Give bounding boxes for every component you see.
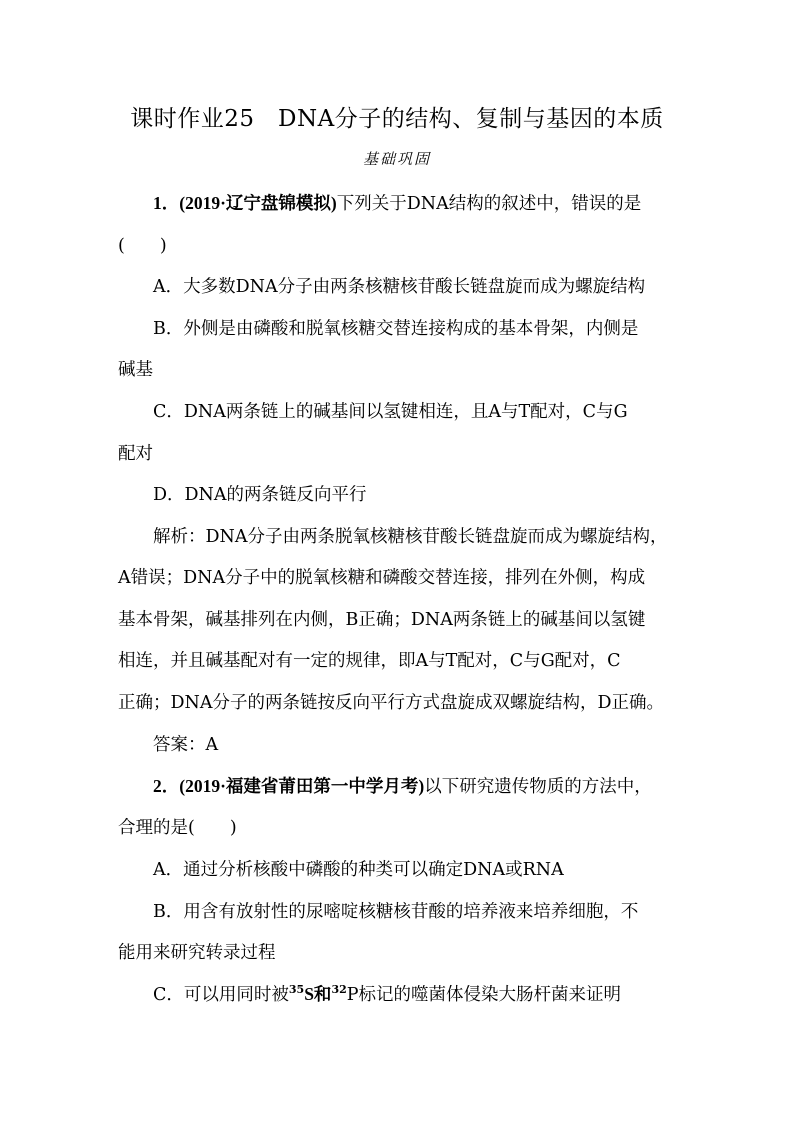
q1-answer: 答案：A [153,735,219,755]
q2-option-b-line2: 能用来研究转录过程 [118,943,276,963]
q2-stem: 以下研究遗传物质的方法中， [424,777,652,797]
q1-option-c-line1: C．DNA两条链上的碱基间以氢键相连，且A与T配对，C与G [153,402,628,422]
q1-option-d: D．DNA的两条链反向平行 [153,485,367,505]
phosphorus-mass-number: 32 [331,983,347,997]
q1-option-a: A．大多数DNA分子由两条核糖核苷酸长链盘旋而成为螺旋结构 [153,277,646,297]
q1-option-b-line1: B．外侧是由磷酸和脱氧核糖交替连接构成的基本骨架，内侧是 [153,319,639,339]
q2-option-c-rest: P标记的噬菌体侵染大肠杆菌来证明 [346,985,622,1005]
q2-stem-line1 [153,773,652,798]
q2-source: (2019·福建省莆田第一中学月考) [179,776,425,796]
q1-source: (2019·辽宁盘锦模拟) [179,193,337,213]
q2-option-c-mid: S和 [304,984,332,1004]
q1-analysis-line4: 相连，并且碱基配对有一定的规律，即A与T配对，C与G配对，C [118,651,621,671]
q2-option-b-line1: B．用含有放射性的尿嘧啶核糖核苷酸的培养液来培养细胞，不 [153,902,639,922]
q1-analysis-line3: 基本骨架，碱基排列在内侧，B正确；DNA两条链上的碱基间以氢键 [118,610,646,630]
sulfur-mass-number: 35 [288,983,305,997]
q1-analysis-line5: 正确；DNA分子的两条链按反向平行方式盘旋成双螺旋结构，D正确。 [118,693,665,713]
q1-analysis-line1: 解析：DNA分子由两条脱氧核糖核苷酸长链盘旋而成为螺旋结构， [153,527,668,547]
q1-option-c-line2: 配对 [118,444,153,464]
q2-option-c-prefix: C．可以用同时被 [153,985,289,1005]
q2-option-a: A．通过分析核酸中磷酸的种类可以确定DNA或RNA [153,860,564,880]
q2-number: 2． [153,776,180,796]
q1-analysis-line2: A错误；DNA分子中的脱氧核糖和磷酸交替连接，排列在外侧，构成 [118,568,646,588]
q2-stem-line2: 合理的是( ) [118,818,237,838]
section-heading: 基础巩固 [362,150,431,168]
q1-stem-line1 [153,190,641,215]
q1-stem: 下列关于DNA结构的叙述中，错误的是 [336,194,642,214]
q2-option-c-line1 [153,981,621,1006]
q1-stem-line2: ( ) [118,236,167,256]
q1-number: 1． [153,193,180,213]
q1-option-b-line2: 碱基 [118,360,153,380]
page-title: 课时作业25 DNA分子的结构、复制与基因的本质 [130,106,664,132]
